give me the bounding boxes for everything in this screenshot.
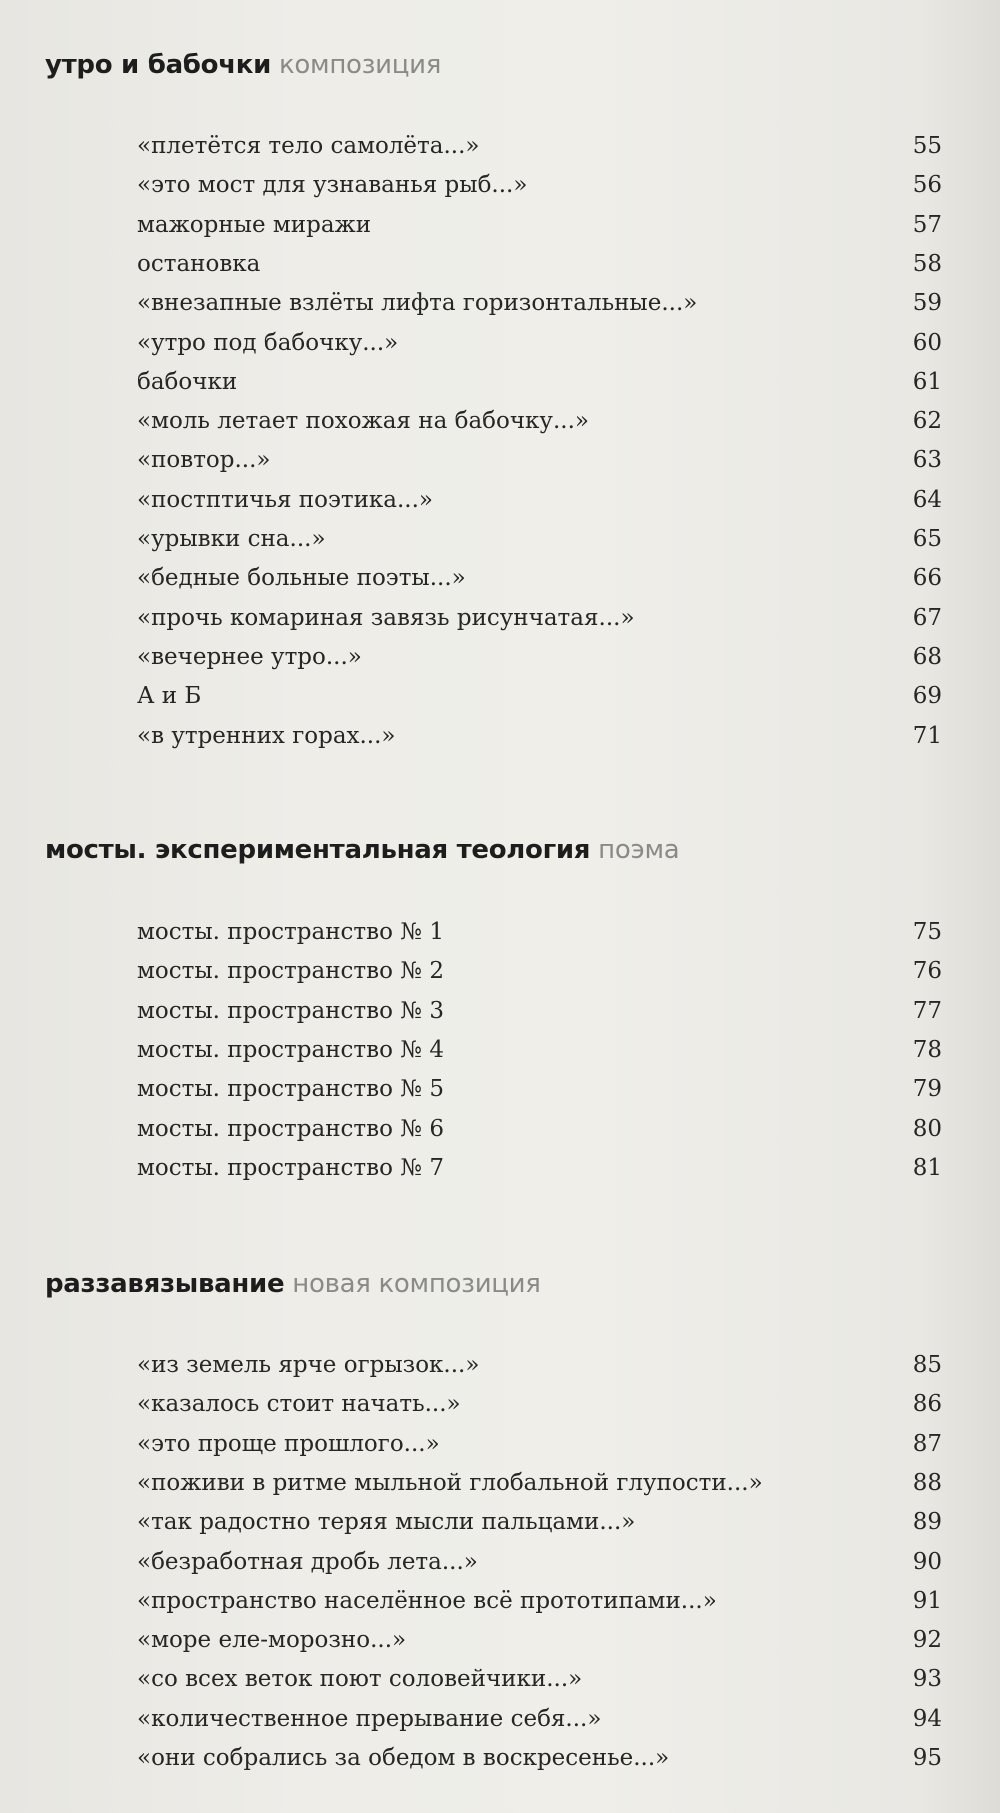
toc-entry-page: 79 bbox=[912, 1076, 942, 1103]
toc-entry bbox=[0, 1581, 1000, 1621]
toc-entry-title: «из земель ярче огрызок...» bbox=[137, 1352, 480, 1378]
toc-entry-title: А и Б bbox=[137, 683, 202, 710]
toc-entry-page: 88 bbox=[912, 1469, 942, 1496]
toc-entry bbox=[0, 1030, 1000, 1070]
toc-entry-title: «плетётся тело самолёта...» bbox=[137, 133, 480, 159]
toc-entry-page: 59 bbox=[912, 290, 942, 317]
toc-entry-page: 57 bbox=[912, 211, 942, 238]
toc-entry-title: мосты. пространство № 7 bbox=[137, 1154, 444, 1181]
toc-entry bbox=[0, 1424, 1000, 1464]
toc-entry-page: 56 bbox=[912, 172, 942, 199]
toc-entry bbox=[0, 1109, 1000, 1149]
toc-entry-title: «безработная дробь лета...» bbox=[137, 1548, 478, 1575]
toc-entry-page: 65 bbox=[912, 526, 942, 552]
toc-entry bbox=[0, 519, 1000, 559]
toc-entry bbox=[0, 1542, 1000, 1582]
toc-entry-page: 76 bbox=[912, 958, 942, 985]
toc-entry-page: 61 bbox=[912, 368, 942, 395]
toc-entry-title: «так радостно теряя мысли пальцами...» bbox=[137, 1509, 636, 1536]
toc-entry bbox=[0, 1345, 1000, 1385]
toc-entry-title: мажорные миражи bbox=[137, 211, 372, 238]
section-subtitle: композиция bbox=[279, 50, 442, 80]
toc-entry-page: 71 bbox=[912, 722, 942, 749]
toc-entry bbox=[0, 912, 1000, 952]
toc-entry bbox=[0, 244, 1000, 284]
toc-entry-page: 95 bbox=[912, 1745, 942, 1771]
toc-entry-page: 64 bbox=[912, 486, 942, 513]
toc-entry-page: 78 bbox=[912, 1036, 942, 1063]
toc-entry bbox=[0, 401, 1000, 441]
toc-entry bbox=[0, 323, 1000, 363]
toc-entry-title: «море еле-морозно...» bbox=[137, 1627, 407, 1654]
toc-entry bbox=[0, 951, 1000, 991]
toc-entry bbox=[0, 598, 1000, 638]
section-title: утро и бабочки bbox=[45, 50, 272, 80]
toc-entry-title: «повтор...» bbox=[137, 447, 271, 474]
toc-entry-title: остановка bbox=[137, 250, 261, 277]
toc-entry-title: мосты. пространство № 5 bbox=[137, 1076, 444, 1103]
toc-entry bbox=[0, 676, 1000, 716]
toc-entry bbox=[0, 637, 1000, 677]
toc-entry bbox=[0, 1699, 1000, 1739]
toc-entry-title: мосты. пространство № 3 bbox=[137, 997, 444, 1024]
section-header bbox=[45, 49, 441, 81]
section-header bbox=[45, 1268, 541, 1300]
toc-entry bbox=[0, 126, 1000, 166]
toc-entry-page: 69 bbox=[912, 683, 942, 710]
toc-entry-title: «казалось стоит начать...» bbox=[137, 1391, 461, 1418]
toc-entry-title: «постптичья поэтика...» bbox=[137, 486, 433, 513]
toc-entry bbox=[0, 1463, 1000, 1503]
toc-entry bbox=[0, 1502, 1000, 1542]
toc-entry-page: 90 bbox=[912, 1548, 942, 1575]
section-subtitle: новая композиция bbox=[292, 1269, 541, 1299]
toc-entry-page: 93 bbox=[912, 1666, 942, 1693]
toc-entry-page: 77 bbox=[912, 997, 942, 1024]
toc-entry-page: 67 bbox=[912, 604, 942, 631]
toc-entry-page: 92 bbox=[912, 1627, 942, 1654]
toc-entry-title: «количественное прерывание себя...» bbox=[137, 1705, 602, 1732]
toc-entry bbox=[0, 1659, 1000, 1699]
toc-entry-page: 68 bbox=[912, 643, 942, 670]
section-title: мосты. экспериментальная теология bbox=[45, 835, 591, 865]
toc-entry bbox=[0, 1384, 1000, 1424]
toc-entry-page: 87 bbox=[912, 1430, 942, 1457]
toc-entry-title: «прочь комариная завязь рисунчатая...» bbox=[137, 604, 635, 631]
toc-entry-title: мосты. пространство № 1 bbox=[137, 919, 444, 945]
toc-entry-title: «бедные больные поэты...» bbox=[137, 565, 466, 592]
toc-entry-page: 62 bbox=[912, 408, 942, 435]
toc-entry bbox=[0, 1620, 1000, 1660]
toc-entry-title: бабочки bbox=[137, 368, 238, 395]
toc-entry-title: «пространство населённое всё прототипами...» bbox=[137, 1587, 717, 1614]
toc-entry-title: мосты. пространство № 6 bbox=[137, 1115, 444, 1142]
toc-entry bbox=[0, 991, 1000, 1031]
toc-entry-title: «поживи в ритме мыльной глобальной глупости...» bbox=[137, 1469, 763, 1496]
toc-entry-title: мосты. пространство № 4 bbox=[137, 1036, 444, 1063]
toc-entry-title: «утро под бабочку...» bbox=[137, 329, 399, 356]
toc-entry-title: «урывки сна...» bbox=[137, 526, 326, 552]
toc-entry bbox=[0, 558, 1000, 598]
toc-entry-page: 58 bbox=[912, 250, 942, 277]
toc-entry bbox=[0, 362, 1000, 402]
toc-entry bbox=[0, 1148, 1000, 1188]
toc-entry-page: 66 bbox=[912, 565, 942, 592]
toc-entry-title: «вечернее утро...» bbox=[137, 643, 362, 670]
toc-entry-page: 60 bbox=[912, 329, 942, 356]
toc-entry bbox=[0, 1738, 1000, 1778]
toc-entry-title: «это мост для узнаванья рыб...» bbox=[137, 172, 528, 199]
toc-entry-title: «внезапные взлёты лифта горизонтальные...» bbox=[137, 290, 698, 317]
section-subtitle: поэма bbox=[598, 835, 680, 865]
toc-entry bbox=[0, 480, 1000, 520]
toc-entry-page: 94 bbox=[912, 1705, 942, 1732]
toc-entry-title: «они собрались за обедом в воскресенье...» bbox=[137, 1745, 670, 1771]
toc-entry bbox=[0, 716, 1000, 756]
toc-entry-page: 89 bbox=[912, 1509, 942, 1536]
toc-entry-title: «это проще прошлого...» bbox=[137, 1430, 440, 1457]
toc-entry-page: 91 bbox=[912, 1587, 942, 1614]
toc-entry-page: 81 bbox=[912, 1154, 942, 1181]
toc-entry-page: 85 bbox=[912, 1352, 942, 1378]
toc-entry-page: 86 bbox=[912, 1391, 942, 1418]
toc-entry-page: 80 bbox=[912, 1115, 942, 1142]
section-title: раззавязывание bbox=[45, 1269, 285, 1299]
toc-entry bbox=[0, 440, 1000, 480]
toc-entry-title: «в утренних горах...» bbox=[137, 722, 396, 749]
toc-entry-title: «со всех веток поют соловейчики...» bbox=[137, 1666, 583, 1693]
toc-entry-page: 63 bbox=[912, 447, 942, 474]
toc-entry bbox=[0, 283, 1000, 323]
toc-entry-page: 55 bbox=[912, 133, 942, 159]
section-header bbox=[45, 834, 679, 866]
toc-entry bbox=[0, 165, 1000, 205]
toc-entry-page: 75 bbox=[912, 919, 942, 945]
toc-entry-title: мосты. пространство № 2 bbox=[137, 958, 444, 985]
toc-entry-title: «моль летает похожая на бабочку...» bbox=[137, 408, 589, 435]
toc-entry bbox=[0, 1069, 1000, 1109]
toc-entry bbox=[0, 205, 1000, 245]
